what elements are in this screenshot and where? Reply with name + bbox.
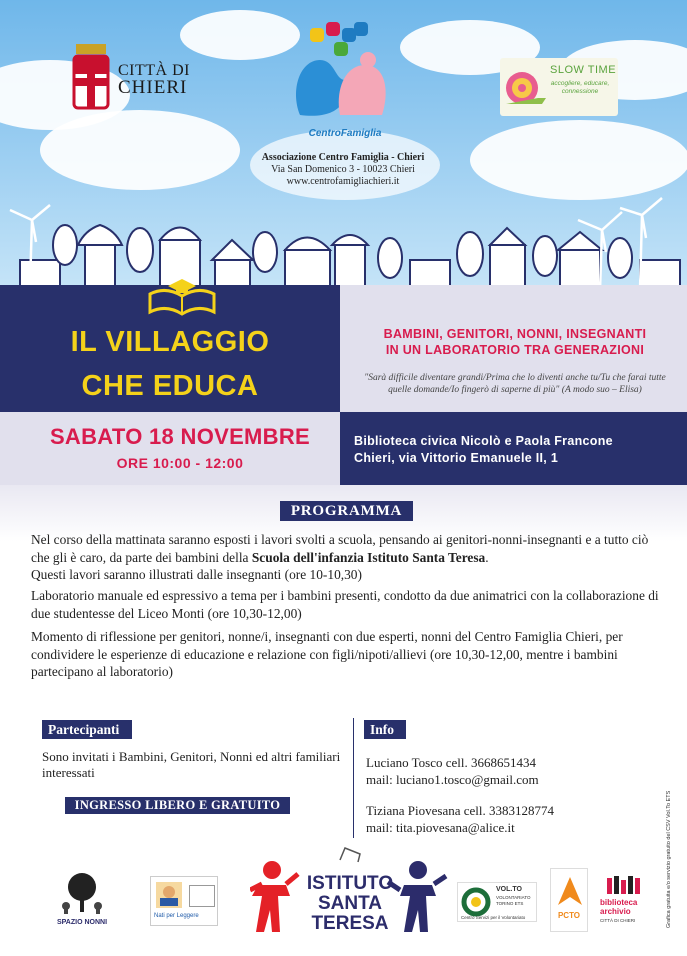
event-quote-line1: "Sarà difficile diventare grandi/Prima che lo diventi anche tu/Tu che farai tutte <box>364 373 666 383</box>
cloud <box>180 10 300 60</box>
istituto-santa-teresa-logo <box>250 840 450 940</box>
csv-sidenote-text: Grafica gratuita e/o servizio gratuito del CSV Vol.To ETS <box>666 790 672 928</box>
centro-famiglia-logo <box>290 20 400 145</box>
contact-luciano-phone: Luciano Tosco cell. 3668651434 <box>366 755 536 770</box>
nati-per-leggere-label: Nati per Leggere <box>154 913 199 919</box>
volto-title: VOL.TO <box>496 886 522 893</box>
puzzle-pieces-icon <box>310 22 368 56</box>
event-subtitle <box>350 326 680 358</box>
slow-time-logo <box>500 58 618 116</box>
volto-subtitle-2: TORINO ETS <box>496 901 524 906</box>
town-skyline-illustration <box>0 190 687 300</box>
biblioteca-label-line1: biblioteca <box>600 898 638 907</box>
slow-time-subtitle: accogliere, educare, connessione <box>550 80 610 95</box>
biblioteca-label-line2: archivio <box>600 907 631 916</box>
istituto-label-line1: ISTITUTO <box>306 873 394 894</box>
volto-logo <box>457 882 537 922</box>
partecipanti-text: Sono invitati i Bambini, Genitori, Nonni ed altri familiari interessati <box>42 749 341 780</box>
event-time: ORE 10:00 - 12:00 <box>116 455 244 471</box>
slow-time-title: SLOW TIME <box>550 64 617 76</box>
tree-icon <box>52 872 112 914</box>
contact-tiziana <box>366 802 554 836</box>
city-logo-line2: CHIERI <box>118 77 188 98</box>
association-info <box>230 152 456 188</box>
spazio-nonni-label: SPAZIO NONNI <box>56 919 108 926</box>
programma-p1-period: . <box>485 549 489 565</box>
programma-heading: PROGRAMMA <box>280 501 413 521</box>
info-heading: Info <box>364 720 406 739</box>
event-quote <box>350 372 680 396</box>
istituto-label-line3: TERESA <box>311 913 389 934</box>
centro-famiglia-label: CentroFamiglia <box>308 128 382 139</box>
biblioteca-city: CITTÀ DI CHIERI <box>600 918 636 923</box>
citta-di-chieri-logo <box>70 42 190 114</box>
association-website[interactable]: www.centrofamigliachieri.it <box>286 176 400 187</box>
volto-subtitle-1: VOLONTARIATO <box>496 895 531 900</box>
event-date: SABATO 18 NOVEMBRE <box>49 424 311 449</box>
biblioteca-label <box>600 898 650 916</box>
event-subtitle-line1: BAMBINI, GENITORI, NONNI, INSEGNANTI <box>383 327 647 341</box>
contact-luciano-email[interactable]: mail: luciano1.tosco@gmail.com <box>366 772 539 787</box>
programma-paragraph-3: Momento di riflessione per genitori, nonne/i, insegnanti con due esperti, nonni del Centro Famiglia Chieri, per condividere le esperienze di educazione e relazione con figli/nipoti/allievi (ore 10,30-12,00, mentre i bambini partecipano al laboratorio) <box>31 629 623 679</box>
istituto-label <box>298 874 402 934</box>
child-reading-icon <box>154 880 184 910</box>
volto-caption: Centro Servizi per il Volontariato <box>461 915 526 920</box>
event-title-line2: CHE EDUCA <box>81 370 259 402</box>
biblioteca-archivio-logo <box>600 874 650 930</box>
pcto-label: PCTO <box>557 911 581 920</box>
programma-paragraph-2: Laboratorio manuale ed espressivo a tema per i bambini presenti, condotto da due animatrici con la collaborazione di due studentesse del Liceo Monti (ore 10,30-12,00) <box>31 588 659 621</box>
programma-p1-followup: Questi lavori saranno illustrati dalle insegnanti (ore 10-10,30) <box>31 567 362 582</box>
pcto-arrow-icon <box>552 871 588 911</box>
partecipanti-heading: Partecipanti <box>42 720 132 739</box>
crest-icon <box>189 885 215 907</box>
programma-p1-school: Scuola dell'infanzia Istituto Santa Teresa <box>251 549 486 565</box>
cloud <box>40 110 240 190</box>
spazio-nonni-logo <box>52 872 112 928</box>
graduation-book-icon <box>146 276 218 318</box>
centro-famiglia-figures-icon <box>290 20 400 125</box>
city-logo-line1: CITTÀ DI <box>118 62 190 79</box>
ingresso-libero-badge: INGRESSO LIBERO E GRATUITO <box>65 797 290 814</box>
pcto-logo <box>550 868 588 932</box>
event-venue-line1: Biblioteca civica Nicolò e Paola Francone <box>354 434 613 448</box>
event-quote-line2: quelle domande/Io fingerò di saperne di più" (A modo suo – Elisa) <box>388 385 642 395</box>
contact-luciano <box>366 754 539 788</box>
contact-tiziana-phone: Tiziana Piovesana cell. 3383128774 <box>366 803 554 818</box>
programma-p1-text: Nel corso della mattinata saranno esposti i lavori svolti a scuola, pensando ai genitori-nonni-insegnanti e a tutto ciò che gli è caro, da parte dei bambini della <box>31 532 649 565</box>
event-subtitle-line2: IN UN LABORATORIO TRA GENERAZIONI <box>385 343 645 357</box>
event-title <box>20 320 320 408</box>
event-venue-line2: Chieri, via Vittorio Emanuele II, 1 <box>354 451 559 465</box>
nati-per-leggere-logo <box>150 876 218 926</box>
event-venue <box>354 433 674 467</box>
volto-circle-icon <box>461 887 491 917</box>
association-name: Associazione Centro Famiglia - Chieri <box>261 152 425 163</box>
snail-icon <box>502 62 546 112</box>
event-title-line1: IL VILLAGGIO <box>70 326 270 358</box>
chieri-crest-icon <box>70 42 112 112</box>
association-address: Via San Domenico 3 - 10023 Chieri <box>271 164 415 175</box>
programma-paragraph-1 <box>31 531 661 584</box>
divider <box>353 718 354 838</box>
contact-tiziana-email[interactable]: mail: tita.piovesana@alice.it <box>366 820 515 835</box>
cloud <box>470 120 687 200</box>
istituto-label-line2: SANTA <box>317 893 383 914</box>
csv-sidenote <box>662 770 672 930</box>
bookshelf-icon <box>605 874 645 896</box>
